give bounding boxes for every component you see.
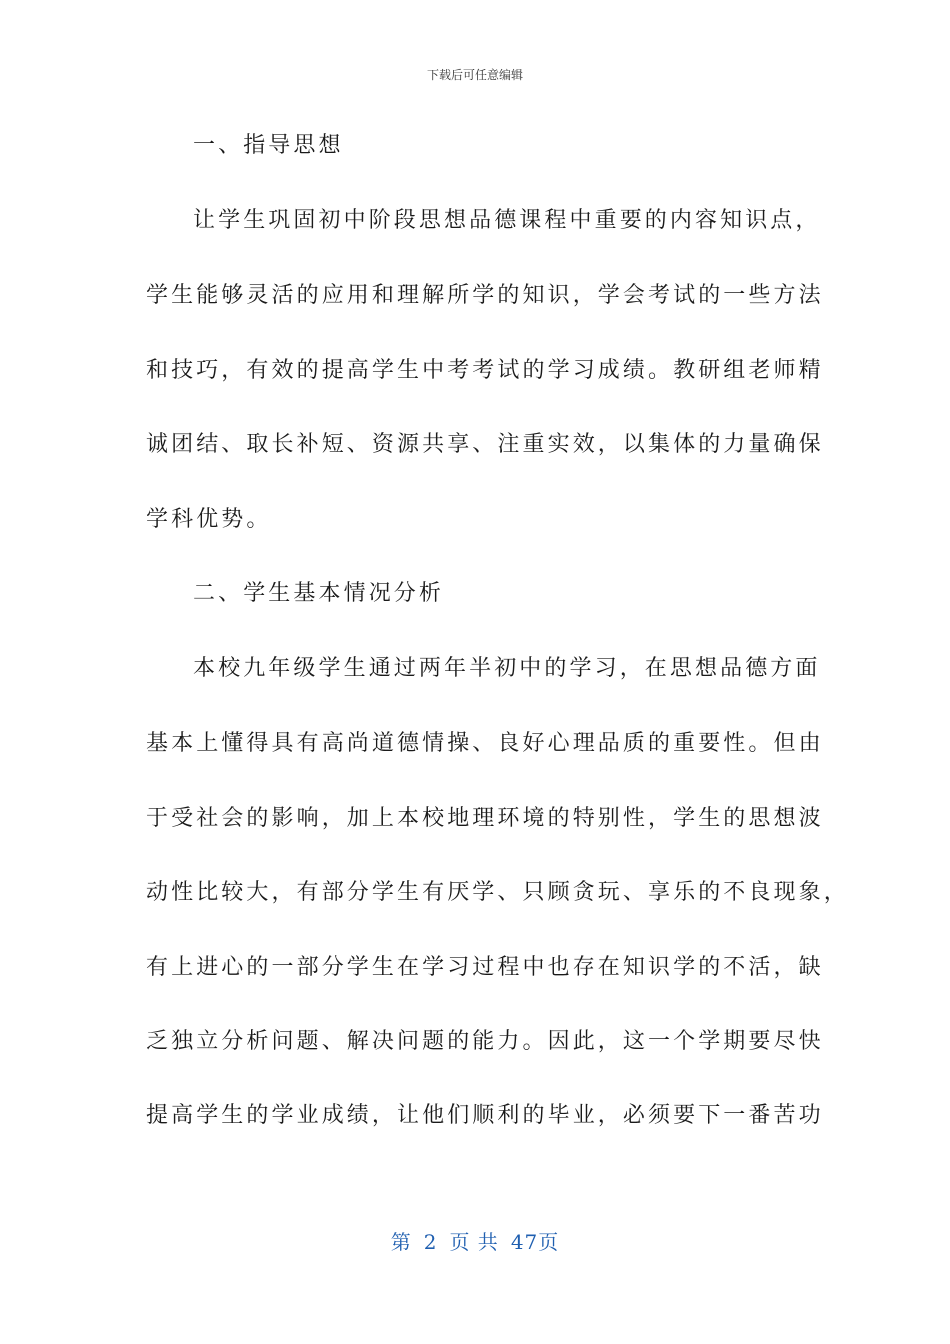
paragraph-line: 学科优势。	[146, 507, 272, 532]
paragraph-line: 诚团结、取长补短、资源共享、注重实效，以集体的力量确保	[146, 432, 824, 457]
paragraph-line: 本校九年级学生通过两年半初中的学习，在思想品德方面	[193, 656, 821, 681]
current-page-number: 2	[423, 1230, 438, 1254]
header-note: 下载后可任意编辑	[426, 68, 523, 82]
paragraph-line: 学生能够灵活的应用和理解所学的知识，学会考试的一些方法	[146, 283, 824, 308]
paragraph-line: 基本上懂得具有高尚道德情操、良好心理品质的重要性。但由	[146, 731, 824, 756]
paragraph-line: 提高学生的学业成绩，让他们顺利的毕业，必须要下一番苦功	[146, 1103, 824, 1128]
paragraph-line: 乏独立分析问题、解决问题的能力。因此，这一个学期要尽快	[146, 1029, 824, 1054]
paragraph-line: 有上进心的一部分学生在学习过程中也存在知识学的不活，缺	[146, 955, 824, 980]
section-heading-1: 一、指导思想	[193, 133, 344, 158]
paragraph-line: 动性比较大，有部分学生有厌学、只顾贪玩、享乐的不良现象，	[146, 880, 849, 905]
section-heading-2: 二、学生基本情况分析	[193, 581, 445, 606]
paragraph-line: 于受社会的影响，加上本校地理环境的特别性，学生的思想波	[146, 806, 824, 831]
paragraph-line: 和技巧，有效的提高学生中考考试的学习成绩。教研组老师精	[146, 358, 824, 383]
page-number-footer	[0, 1226, 950, 1255]
total-page-count: 47	[510, 1230, 539, 1254]
footer-prefix: 第	[390, 1230, 412, 1254]
footer-suffix: 页	[538, 1230, 560, 1254]
footer-mid: 页 共	[449, 1230, 499, 1254]
paragraph-line: 让学生巩固初中阶段思想品德课程中重要的内容知识点，	[193, 208, 821, 233]
